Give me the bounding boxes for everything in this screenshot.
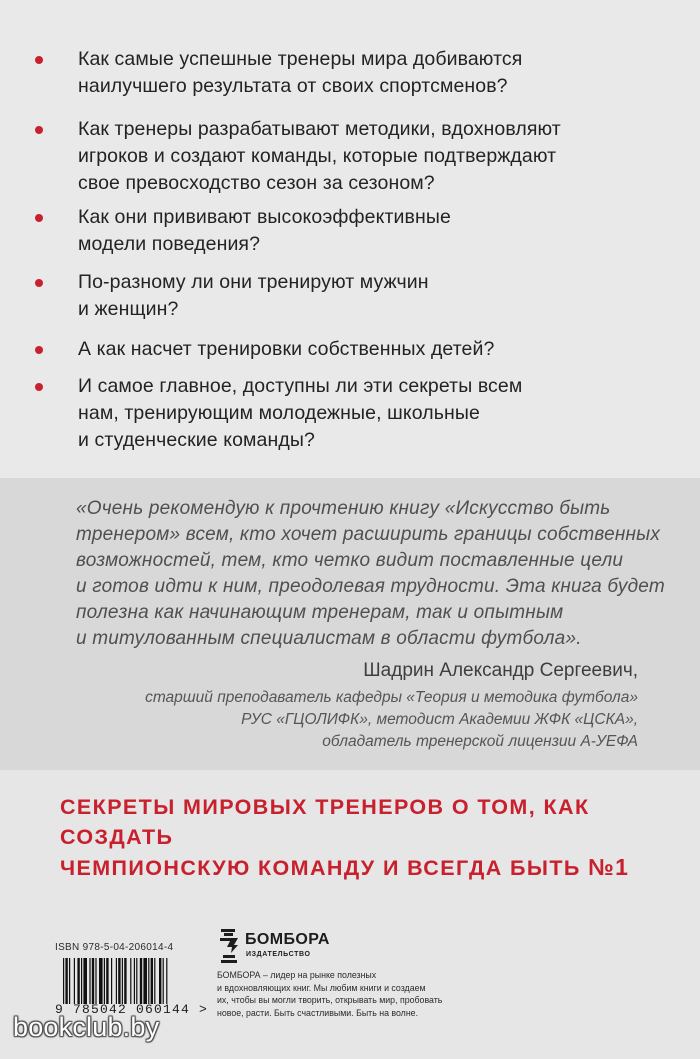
bullet-dot-icon xyxy=(35,126,43,134)
slogan-line-1: СЕКРЕТЫ МИРОВЫХ ТРЕНЕРОВ О ТОМ, КАК СОЗДАТЬ xyxy=(60,795,590,849)
barcode-bar xyxy=(148,958,149,1004)
bullet-item xyxy=(56,46,656,100)
bullet-text: Как самые успешные тренеры мира добиваются наилучшего результата от своих спортсменов? xyxy=(78,48,523,97)
bullet-item xyxy=(56,116,656,197)
barcode-bar xyxy=(69,958,70,1004)
bullet-text: Как они прививают высокоэффективные модели поведения? xyxy=(78,206,451,255)
barcode-bars-icon xyxy=(63,958,213,1004)
publisher-name: БОМБОРА xyxy=(245,931,330,948)
barcode-bar xyxy=(154,958,155,1004)
barcode-bar xyxy=(116,958,117,1004)
barcode-bar xyxy=(99,958,103,1004)
barcode-bar xyxy=(111,958,112,1004)
barcode-bar xyxy=(65,958,67,1004)
barcode-bar xyxy=(106,958,108,1004)
bullet-text: Как тренеры разрабатывают методики, вдохновляют игроков и создают команды, которые подтверждают свое превосходство сезон за сезоном? xyxy=(78,118,561,194)
bullet-text: И самое главное, доступны ли эти секреты всем нам, тренирующим молодежные, школьные и студенческие команды? xyxy=(78,375,523,451)
barcode-digits: 9 785042 060144 > xyxy=(55,1002,209,1017)
quote-author-role: старший преподаватель кафедры «Теория и методика футбола» РУС «ГЦОЛИФК», методист Академии ЖФК «ЦСКА», обладатель тренерской лицензии А-УЕФА xyxy=(145,689,638,750)
bullet-dot-icon xyxy=(35,383,43,391)
barcode-bar xyxy=(89,958,90,1004)
publisher-subtitle: ИЗДАТЕЛЬСТВО xyxy=(246,951,311,958)
barcode-bar xyxy=(134,958,135,1004)
barcode-bar xyxy=(143,958,147,1004)
barcode-bar xyxy=(95,958,96,1004)
bullet-dot-icon xyxy=(35,56,43,64)
bullet-dot-icon xyxy=(35,214,43,222)
barcode-bar xyxy=(63,958,64,1004)
barcode-bar xyxy=(166,958,167,1004)
bullet-item xyxy=(56,336,656,363)
bullet-item xyxy=(56,269,656,323)
barcode-bar xyxy=(92,958,94,1004)
bullet-item xyxy=(56,204,656,258)
bullet-text: По-разному ли они тренируют мужчин и женщин? xyxy=(78,271,429,320)
watermark: bookclub.by xyxy=(13,1012,160,1042)
slogan-line-2: ЧЕМПИОНСКУЮ КОМАНДУ И ВСЕГДА БЫТЬ xyxy=(60,856,589,880)
slogan-number: №1 xyxy=(588,854,630,880)
bullet-dot-icon xyxy=(35,279,43,287)
barcode-bar xyxy=(163,958,164,1004)
review-quote: «Очень рекомендую к прочтению книгу «Искусство быть тренером» всем, кто хочет расширить границы собственных возможностей, тем, кто четко видит поставленные цели и готов идти к ним, преодолевая трудности. Эта книга будет полезна как начинающим тренерам, так и опытным и титулованным специалистам в области футбола». xyxy=(76,498,665,649)
barcode-bar xyxy=(140,958,142,1004)
slogan xyxy=(60,792,680,883)
barcode-bar xyxy=(118,958,120,1004)
barcode-bar xyxy=(83,958,87,1004)
barcode-bar xyxy=(122,958,123,1004)
bullet-dot-icon xyxy=(35,346,43,354)
barcode-bar xyxy=(136,958,137,1004)
barcode-bar xyxy=(130,958,131,1004)
bullet-item xyxy=(56,373,656,454)
publisher-description: БОМБОРА – лидер на рынке полезных и вдохновляющих книг. Мы любим книги и создаем их, чтобы вы могли творить, открывать мир, пробовать новое, расти. Быть счастливыми. Быть на волне. xyxy=(217,970,443,1018)
barcode-bar xyxy=(81,958,82,1004)
isbn-label: ISBN 978-5-04-206014-4 xyxy=(55,942,174,953)
barcode-bar xyxy=(124,958,126,1004)
barcode-bar xyxy=(159,958,161,1004)
barcode-bar xyxy=(74,958,75,1004)
barcode-bar xyxy=(104,958,105,1004)
barcode-bar xyxy=(77,958,79,1004)
quote-author: Шадрин Александр Сергеевич, xyxy=(363,660,638,681)
bullet-text: А как насчет тренировки собственных детей? xyxy=(78,338,495,360)
barcode-bar xyxy=(151,958,153,1004)
